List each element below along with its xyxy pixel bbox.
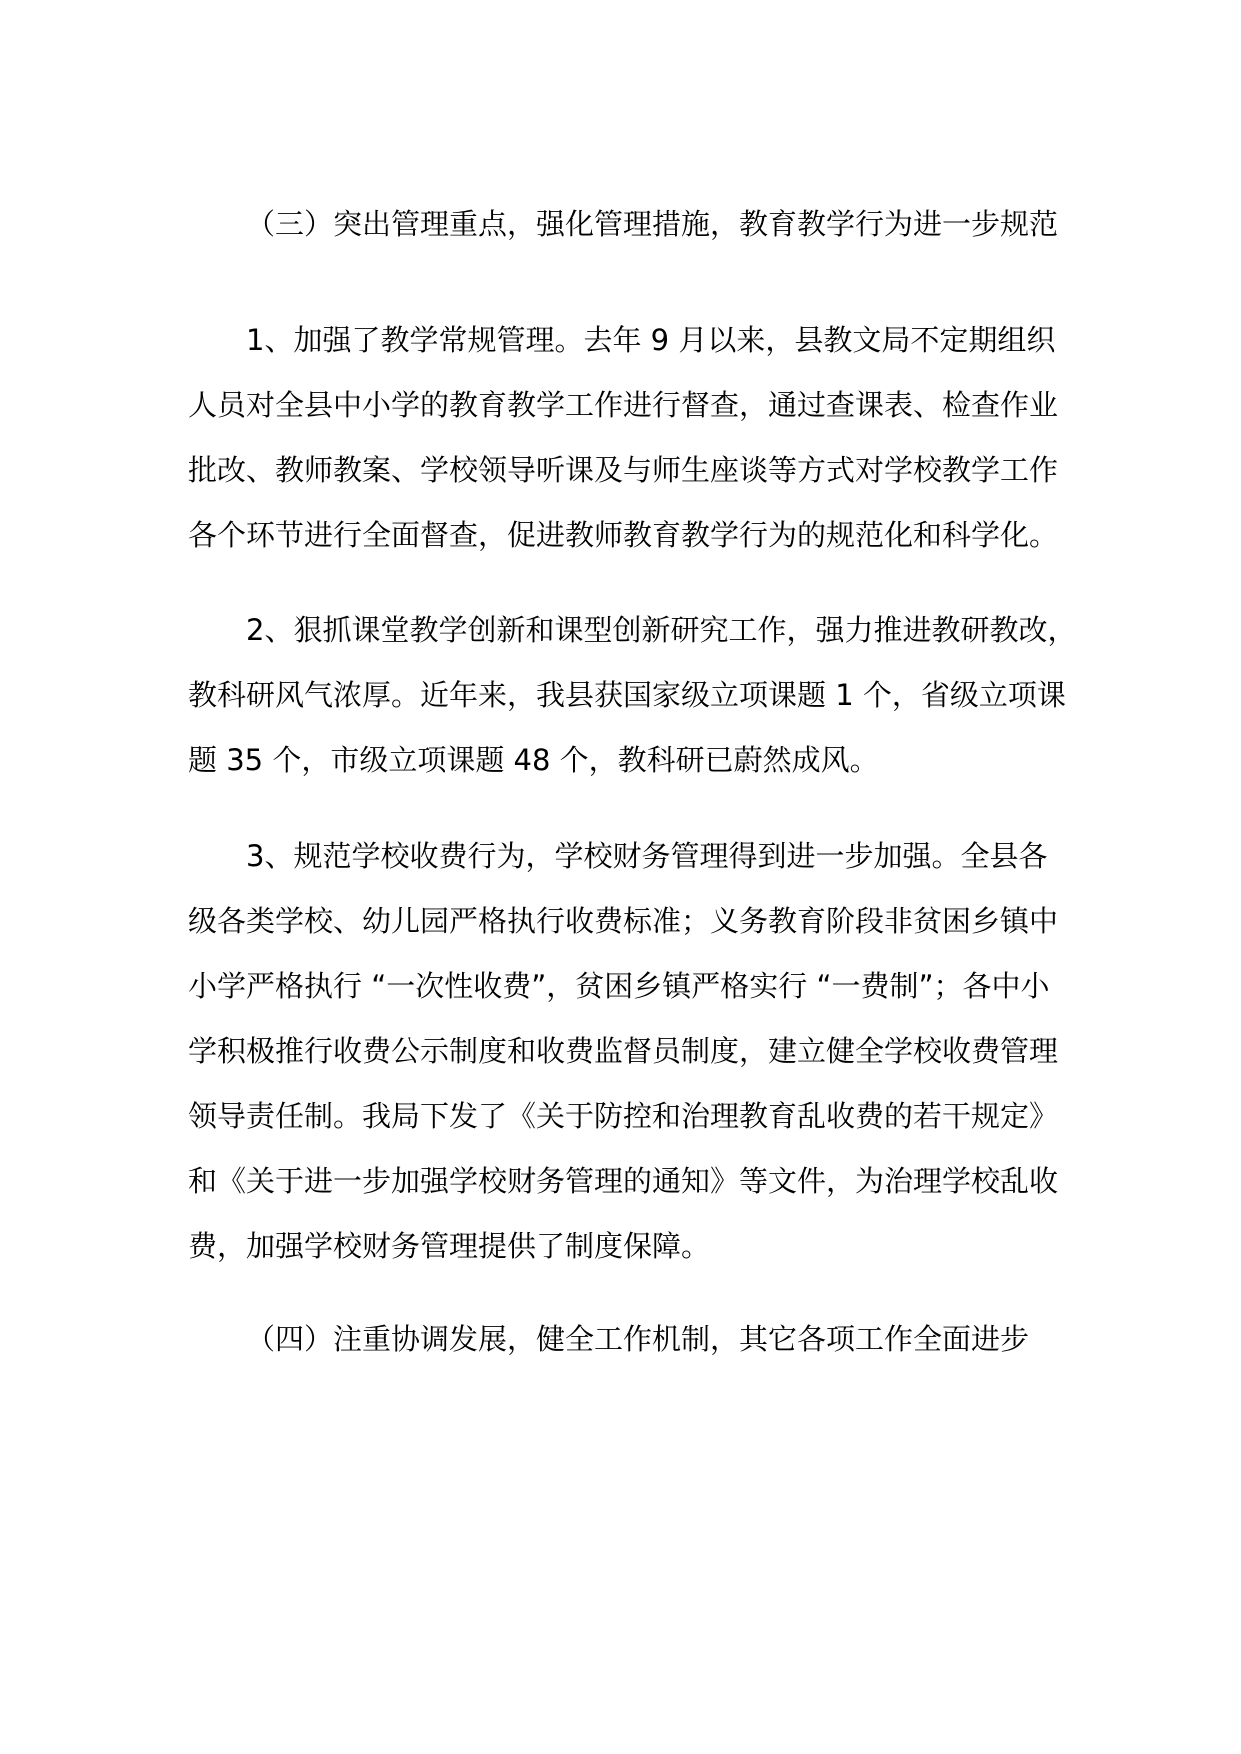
paragraph-teaching-research <box>188 598 1077 793</box>
paragraph-line: 批改、教师教案、学校领导听课及与师生座谈等方式对学校教学工作 <box>188 453 1059 487</box>
paragraph-line: 题 35 个，市级立项课题 48 个，教科研已蔚然成风。 <box>188 743 879 777</box>
paragraph-line: 学积极推行收费公示制度和收费监督员制度，建立健全学校收费管理 <box>188 1034 1059 1068</box>
paragraph-line: 教科研风气浓厚。近年来，我县获国家级立项课题 1 个，省级立项课 <box>188 678 1066 712</box>
paragraph-line: 费，加强学校财务管理提供了制度保障。 <box>188 1229 711 1263</box>
heading-line: （四）注重协调发展，健全工作机制，其它各项工作全面进步 <box>246 1322 1030 1356</box>
heading-line: （三）突出管理重点，强化管理措施，教育教学行为进一步规范 <box>246 207 1059 241</box>
paragraph-school-fees <box>188 824 1059 1279</box>
section-heading-4 <box>188 1307 1048 1372</box>
paragraph-line: 小学严格执行 “一次性收费”，贫困乡镇严格实行 “一费制”；各中小 <box>188 969 1050 1003</box>
paragraph-line: 人员对全县中小学的教育教学工作进行督查，通过查课表、检查作业 <box>188 388 1059 422</box>
section-heading-3 <box>188 192 1059 257</box>
paragraph-line: 2、狠抓课堂教学创新和课型创新研究工作，强力推进教研教改， <box>246 613 1077 647</box>
paragraph-line: 和《关于进一步加强学校财务管理的通知》等文件，为治理学校乱收 <box>188 1164 1059 1198</box>
paragraph-line: 3、规范学校收费行为，学校财务管理得到进一步加强。全县各 <box>246 839 1048 873</box>
paragraph-teaching-management <box>188 308 1059 568</box>
paragraph-line: 级各类学校、幼儿园严格执行收费标准；义务教育阶段非贫困乡镇中 <box>188 904 1059 938</box>
paragraph-line: 领导责任制。我局下发了《关于防控和治理教育乱收费的若干规定》 <box>188 1099 1059 1133</box>
paragraph-line: 各个环节进行全面督查，促进教师教育教学行为的规范化和科学化。 <box>188 518 1059 552</box>
paragraph-line: 1、加强了教学常规管理。去年 9 月以来，县教文局不定期组织 <box>246 323 1056 357</box>
